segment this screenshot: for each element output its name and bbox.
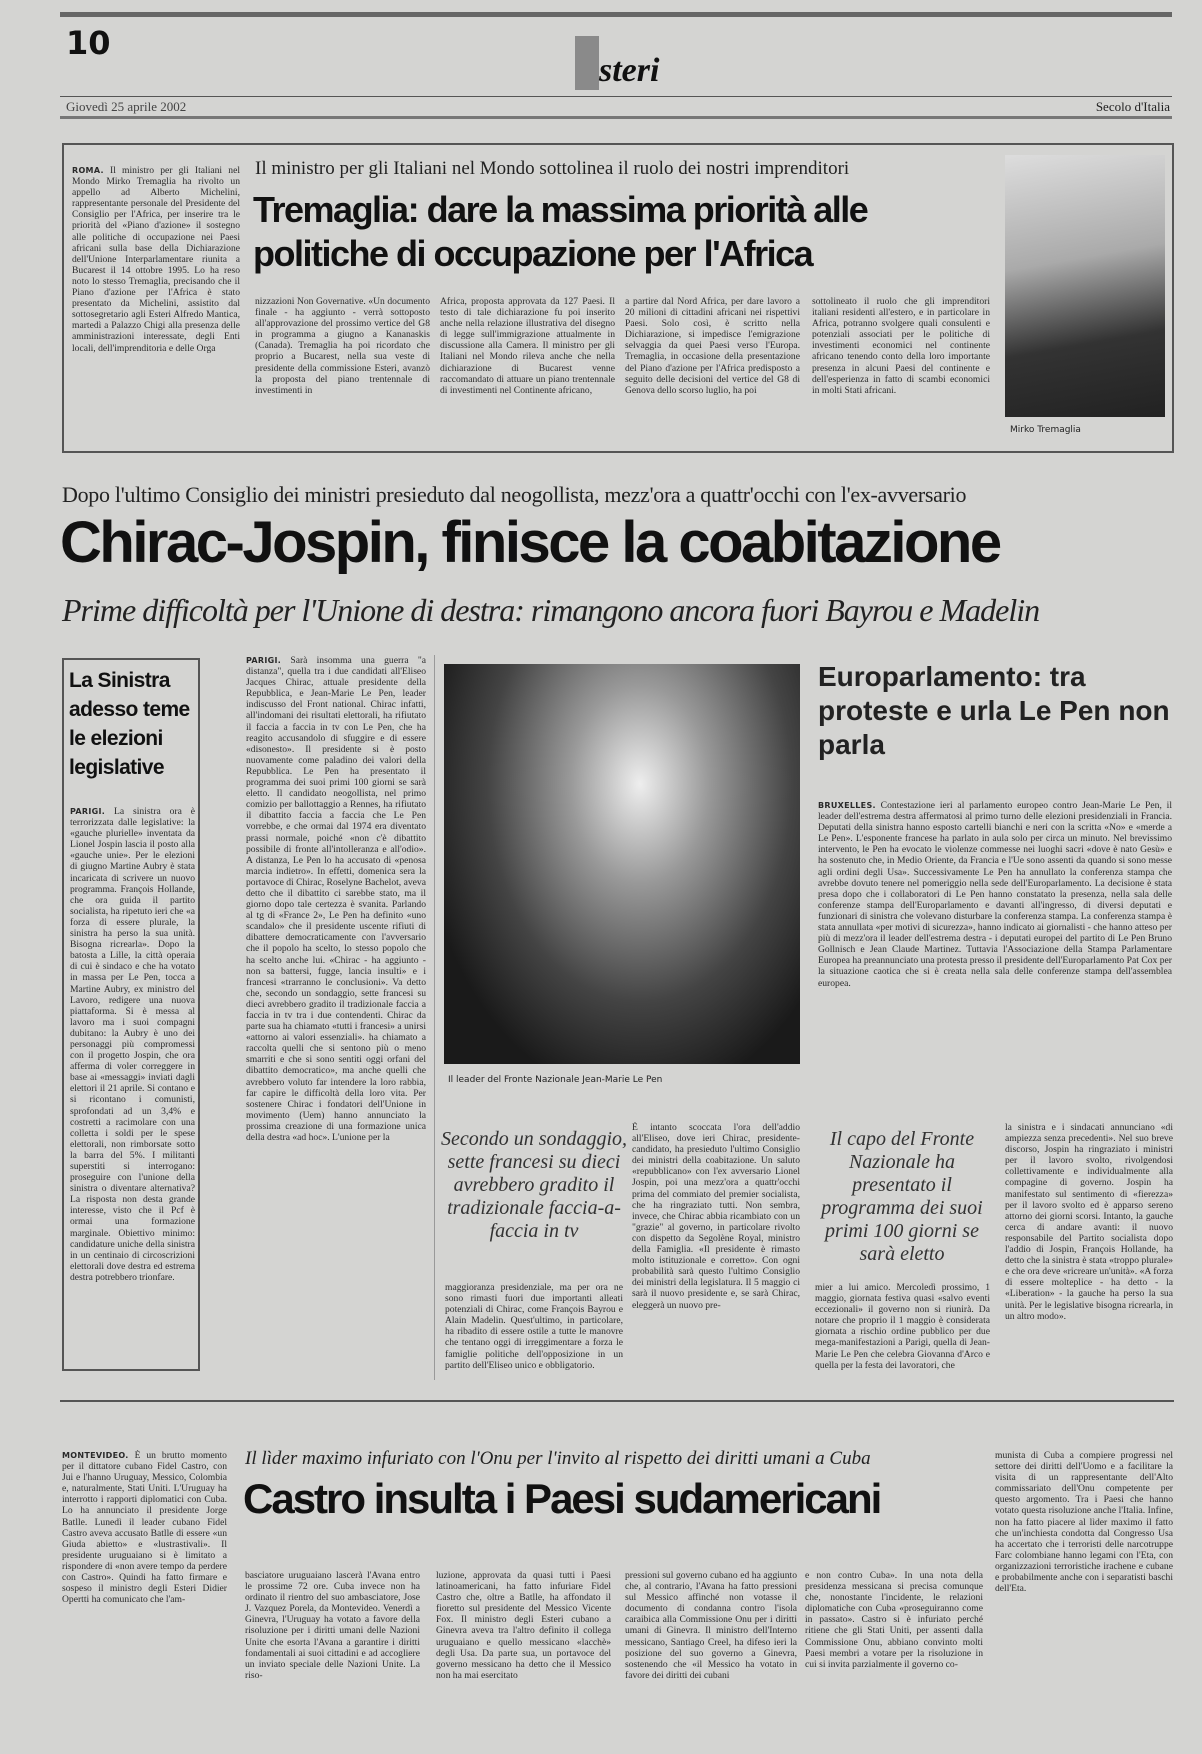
- photo-caption: Il leader del Fronte Nazionale Jean-Marie Le Pen: [448, 1075, 663, 1085]
- tremaglia-col2: Africa, proposta approvata da 127 Paesi. Il testo di tale dichiarazione fu poi inserito anche nella relazione illustrativa del disegno di legge sull'immigrazione attualmente in discussione alla Camera. Il ministro per gli Italiani nel Mondo rileva anche che nella dichiarazione di Bucarest venne raccomandato di attuare un piano trentennale di investimenti nel Continente africano,: [440, 296, 615, 396]
- body-text: Sarà insomma una guerra "a distanza", quella tra i due candidati all'Eliseo Jacques Chirac, attuale presidente della Repubblica, e Jean-Marie Le Pen, leader indiscusso del Front national. Chirac infatti, all'indomani dei risultati elettorali, ha rifiutato il faccia a faccia in tv con Le Pen, che ha reagito accusandolo di sfuggire e di essere «disonesto». Il presidente si è posto nuovamente come paladino dei valori della Repubblica. Le Pen ha presentato il programma dei suoi primi 100 giorni se sarà eletto. Il candidato neogollista, nel primo comizio per ballottaggio a Rennes, ha rifiutato il dibattito faccia a faccia che Le Pen vorrebbe, e che ormai dal 1974 era diventato prassi normale, poiché «non c'è dibattito possibile di fronte all'intolleranza e all'odio». A distanza, Le Pen lo ha accusato di «penosa marcia indietro». In effetti, domenica sera la portavoce di Chirac, Roselyne Bachelot, aveva detto che il dibattito ci sarebbe stato, ma il giorno dopo tale certezza è svanita. Parlando al tg di «France 2», Le Pen ha definito «uno scandalo» che il presidente uscente rifiuti di dibattere democraticamente con l'avversario che il popolo ha scelto, lo stesso popolo che ha scelto anche lui. «Chirac - ha aggiunto - non sa battersi, fugge, lancia insulti» e i francesi «trarranno le conclusioni». Va detto che, secondo un sondaggio, sette francesi su dieci avrebbero gradito il tradizionale faccia a faccia in tv tra i due contendenti. Chirac da parte sua ha chiamato «tutti i francesi» a unirsi «attorno ai valori essenziali». ha chiamato a raccolta quelli che si sentono più o meno smarriti e che si sono sentiti oggi orfani del dibattito democratico», ma anche quelli che avrebbero voluto far intendere la loro rabbia, far capire le difficoltà della loro vita. Per sostenere Chirac i fondatori dell'Unione in movimento (Uem) hanno annunciato la prossima creazione di una formazione unica della destra «ad hoc». L'unione per la: [246, 655, 426, 1144]
- page-number: 10: [66, 24, 111, 62]
- tremaglia-col4: sottolineato il ruolo che gli imprenditori italiani residenti all'estero, e in particolare in Africa, potranno svolgere quali consulenti e potenziali associati per le politiche di investimenti economici nel continente africano tenendo conto della loro importante presenza in alcuni Paesi del continente e dell'esperienza in fatto di scambi economici in molti Stati africani.: [812, 296, 990, 396]
- chirac-col5: la sinistra e i sindacati annunciano «di ampiezza senza precedenti». Nel suo breve discorso, Jospin ha ringraziato i ministri per il lavoro svolto, rivolgendosi collettivamente e individualmente alla compagine di governo. Jospin ha manifestato sul sentimento di «fierezza» per il lavoro svolto ed è apparso sereno attorno dei giorni scorsi. Intanto, la gauche cerca di andare avanti: il nuovo responsabile del Partito socialista dopo l'addio di Jospin, François Hollande, ha detto che la sinistra è stata «troppo plurale» e che ora deve «ricreare un'unità». «A forza di essere molteplice - ha detto - la «Liberation» - la gauche ha perso la sua unità. Per le legislative bisogna ricrearla, in un altro modo».: [1005, 1122, 1173, 1322]
- castro-headline: Castro insulta i Paesi sudamericani: [243, 1475, 881, 1522]
- column-divider: [434, 655, 435, 1380]
- section-divider: [60, 1400, 1174, 1402]
- pull-quote-le-pen: Il capo del Fronte Nazionale ha presentato il programma dei suoi primi 100 giorni se sarà eletto: [821, 1128, 983, 1265]
- tremaglia-kicker: Il ministro per gli Italiani nel Mondo sottolinea il ruolo dei nostri imprenditori: [255, 158, 850, 179]
- header-rule-bottom: [60, 116, 1172, 119]
- dateline: ROMA.: [72, 166, 104, 175]
- chirac-col1: [246, 655, 426, 1380]
- tremaglia-lead: [72, 165, 240, 448]
- castro-col5: munista di Cuba a compiere progressi nel settore dei diritti dell'Uomo e a facilitare la visita di un rappresentante dell'Alto commissariato dell'Onu competente per questo argomento. Tra i Paesi che hanno votato questa risoluzione anche l'Italia. Infine, non ha fatto piacere al lìder maximo il fatto che un'inchiesta condotta dal Congresso Usa ha accertato che i terroristi delle narcotruppe Farc colombiane hanno legami con l'Eta, con organizzazioni terroristiche irachene e cubane e probabilmente anche con i separatisti baschi dell'Eta.: [995, 1450, 1173, 1595]
- photo-caption: Mirko Tremaglia: [1010, 425, 1081, 435]
- tremaglia-photo: [1005, 155, 1165, 417]
- main-kicker: Dopo l'ultimo Consiglio dei ministri presieduto dal neogollista, mezz'ora a quattr'occhi con l'ex-avversario: [62, 482, 967, 507]
- section-initial: [575, 36, 599, 90]
- body-text: La sinistra ora è terrorizzata dalle legislative: la «gauche plurielle» inventata da Lionel Jospin lascia il posto alla «gauche unie». Per le elezioni di giugno Martine Aubry è stata incaricata di scrivere un nuovo programma. François Hollande, che ora guida il partito socialista, ha ripetuto ieri che «a forza di essere plurale, la sinistra ha perso la sua unità. Bisogna ricrearla». Dopo la batosta a Lille, la città operaia di cui è sindaco e che ha votato in massa per Le Pen, tocca a Martine Aubry, ex ministro del Lavoro, redigere una nuova piattaforma. Si è messa al lavoro ma i suoi compagni dubitano: la Aubry è uno dei personaggi più compromessi con il progetto Jospin, che ora afferma di voler correggere in base ai «messaggi» inviati dagli elettori il 21 aprile. Si contano e si ricontano i comunisti, sprofondati ad un 3,4% e costretti a racimolare con una colletta i soldi per le spese elettorali, non rimborsate sotto la barra del 5%. I militanti superstiti si interrogano: proseguire con l'unione della sinistra o diventare alternativa? La risposta non desta grande interesse, visto che il Pcf è ormai una formazione marginale. Obiettivo minimo: candidature uniche della sinistra in un centinaio di circoscrizioni elettorali dove destra ed estrema destra potrebbero trionfare.: [70, 806, 195, 1283]
- section-logo: [575, 36, 659, 92]
- pull-quote-poll: Secondo un sondaggio, sette francesi su dieci avrebbero gradito il tradizionale faccia-a-faccia in tv: [440, 1128, 628, 1242]
- top-rule: [60, 12, 1172, 17]
- castro-col4: e non contro Cuba». In una nota della presidenza messicana si precisa comunque che, nonostante l'incidente, le relazioni diplomatiche con Cuba «proseguiranno come in passato». Castro si è infuriato perché ritiene che gli Stati Uniti, per assenti dalla Commissione Onu, abbiano convinto molti Paesi membri a votare per la risoluzione in cui si invita parzialmente il governo co-: [805, 1570, 983, 1670]
- castro-lead: [62, 1450, 227, 1722]
- chirac-col2: maggioranza presidenziale, ma per ora ne sono rimasti fuori due importanti alleati potenziali di Chirac, come François Bayrou e Alain Madelin. Quest'ultimo, in particolare, ha ribadito di essere ostile a tutte le manovre che tentano oggi di irreggimentare a forza le famiglie politiche dell'opposizione in un partito dell'Eliseo unico e obbligatorio.: [445, 1282, 623, 1371]
- castro-kicker: Il lìder maximo infuriato con l'Onu per l'invito al rispetto dei diritti umani a Cuba: [245, 1448, 871, 1469]
- dateline: BRUXELLES.: [818, 801, 876, 810]
- chirac-col4: mier a lui amico. Mercoledì prossimo, 1 maggio, giornata festiva quasi «salvo eventi eccezionali» il governo non si riunirà. Da notare che proprio il 1 maggio è considerata giornata a rischio ordine pubblico per due mega-manifestazioni a Parigi, quella di Jean-Marie Le Pen che celebra Giovanna d'Arco e quella per la festa dei lavoratori, che: [815, 1282, 990, 1371]
- tremaglia-col3: a partire dal Nord Africa, per dare lavoro a 20 milioni di cittadini africani nei rispettivi Paesi. Solo così, è scritto nella Dichiarazione, si impedisce l'emigrazione selvaggia da quei Paesi verso l'Europa. Tremaglia, in occasione della presentazione del Piano d'azione per l'Africa predisposto a seguito delle decisioni del vertice del G8 di Genova dello scorso luglio, ha poi: [625, 296, 800, 396]
- issue-date: Giovedì 25 aprile 2002: [66, 99, 187, 114]
- castro-col1: basciatore uruguaiano lascerà l'Avana entro le prossime 72 ore. Cuba invece non ha ordinato il rientro del suo ambasciatore, Jose J. Vazquez Porela, da Montevideo. Venerdì a Ginevra, l'Uruguay ha votato a favore della risoluzione per i diritti umani delle Nazioni Unite che esorta l'Avana a garantire i diritti fondamentali ai suoi cittadini e ad accogliere un inviato speciale delle Nazioni Unite. La riso-: [245, 1570, 420, 1681]
- body-text: È un brutto momento per il dittatore cubano Fidel Castro, con Jui e l'hanno Uruguay, Messico, Colombia e, naturalmente, Stati Uniti. L'Uruguay ha interrotto i rapporti diplomatici con Cuba. Lo ha annunciato il presidente Jorge Batlle. Lunedì il leader cubano Fidel Castro aveva accusato Batlle di essere «un Giuda abietto» e «lustrastivali». Il presidente uruguaiano si è limitato a rispondere di «non avere tempo da perdere con Castro». Quindi ha fatto firmare e sospeso il ministro degli Esteri Didier Opertti ha comunicato che l'am-: [62, 1450, 227, 1606]
- chirac-col3: È intanto scoccata l'ora dell'addio all'Eliseo, dove ieri Chirac, presidente-candidato, ha presieduto l'ultimo Consiglio dei ministri della coabitazione. Un saluto «repubblicano» con l'ex avversario Lionel Jospin, poi una mezz'ora a quattr'occhi prima del commiato del premier socialista, che ha ringraziato tutti. Non sembra, invece, che Chirac abbia ricambiato con un "grazie" al governo, in particolare rivolto con dispetto da Segolène Royal, ministro della Famiglia. «Il presidente è rimasto molto istituzionale e corretto». Con ogni probabilità sarà questo l'ultimo Consiglio dei ministri della legislatura. Il 5 maggio ci sarà il nuovo presidente e, se sarà Chirac, eleggerà un nuovo pre-: [632, 1122, 800, 1311]
- dateline: MONTEVIDEO.: [62, 1451, 129, 1460]
- body-text: Contestazione ieri al parlamento europeo contro Jean-Marie Le Pen, il leader dell'estrema destra affermatosi al primo turno delle elezioni presidenziali in Francia. Deputati della sinistra hanno esposto cartelli bianchi e neri con la scritta «No» e «merde a Le Pen». L'esponente francese ha parlato in aula solo per circa un minuto. Nel brevissimo intervento, le Pen ha evocato le violenze commesse nei luoghi sacri «dove è nato Gesù» e ha sostenuto che, in Medio Oriente, da Francia e l'Ue sono assenti da quando si sono messe agli ordini degli Usa». Successivamente Le Pen ha annullato la conferenza stampa che avrebbe dovuto tenere nel pomeriggio nella sede dell'Europarlamento. La decisione è stata presa dopo che i collaboratori di Le Pen hanno constatato la presenza, nella sala delle conferenze stampa dell'Europarlamento e davanti all'ingresso, di diversi deputati e funzionari di sinistra che volevano disturbare la conferenza stampa. La conferenza stampa è stata annullata «per motivi di sicurezza», hanno indicato ai giornalisti - che hanno atteso per più di mezz'ora il leader dell'estrema destra - i deputati europei del partito di Le Pen Bruno Gollnisch e Jean Claude Martinez. Tuttavia l'Associazione della Stampa Parlamentare Europea ha preannunciato una protesta presso il presidente dell'Europarlamento Pat Cox per la situazione caotica che si è creata nella sala delle conferenze stampa dell'assemblea europea.: [818, 800, 1172, 989]
- lead-text: Il ministro per gli Italiani nel Mondo Mirko Tremaglia ha rivolto un appello ad Alberto Michelini, rappresentante personale del Presidente del Consiglio per l'Africa, per inserire tra le priorità del «Piano d'azione» il sostegno alle politiche di occupazione nei Paesi africani sulla base della Dichiarazione dell'Unione Interparlamentare riunita a Bucarest il 14 ottobre 1995. Lo ha reso noto lo stesso Tremaglia, precisando che il Piano d'azione per l'Africa è stato presentato da Michelini, assistito dal sottosegretario agli Esteri Alfredo Mantica, martedì a Palazzo Chigi alla presenza delle amministrazioni interessate, degli Enti locali, dell'imprenditoria e delle Orga: [72, 165, 240, 354]
- dateline: PARIGI.: [246, 656, 282, 665]
- europarl-headline: Europarlamento: tra proteste e urla Le Pen non parla: [818, 661, 1170, 760]
- castro-col2: luzione, approvata da quasi tutti i Paesi latinoamericani, ha fatto infuriare Fidel Castro che, oltre a Batlle, ha affondato il fioretto sul presidente del Messico Vicente Fox. Il ministro degli Esteri cubano a Ginevra aveva tra l'altro definito il collega uruguaiano e quello messicano «lacchè» degli Usa. Da parte sua, un portavoce del governo messicano ha detto che il Messico non ha mai esercitato: [436, 1570, 611, 1681]
- main-subhead: Prime difficoltà per l'Unione di destra: rimangono ancora fuori Bayrou e Madelin: [62, 592, 1040, 628]
- castro-col3: pressioni sul governo cubano ed ha aggiunto che, al contrario, l'Avana ha fatto pressioni sul Messico affinché non votasse il documento di condanna contro l'isola caraibica alla Commissione Onu per i diritti umani di Ginevra. Il ministro dell'Interno messicano, Santiago Creel, ha difeso ieri la posizione del suo governo a Ginevra, sostenendo che «il Messico ha votato in favore dei diritti dei cubani: [625, 1570, 797, 1681]
- header-rule: [60, 96, 1172, 97]
- section-title: steri: [599, 52, 660, 89]
- sinistra-headline: La Sinistra adesso teme le elezioni legislative: [69, 669, 190, 779]
- europarl-body: [818, 800, 1172, 1090]
- dateline: PARIGI.: [70, 807, 106, 816]
- le-pen-photo: [444, 664, 800, 1064]
- sinistra-body: [70, 806, 195, 1366]
- tremaglia-col1: nizzazioni Non Governative. «Un documento finale - ha aggiunto - verrà sottoposto all'approvazione del prossimo vertice del G8 in programma a giugno a Kananaskis (Canada). Tremaglia ha poi ricordato che proprio a Bucarest, nella sua veste di presidente della commissione Esteri, avanzò la proposta del piano trentennale di investimenti in: [255, 296, 430, 396]
- main-headline: Chirac-Jospin, finisce la coabitazione: [60, 510, 1000, 575]
- masthead: Secolo d'Italia: [1095, 99, 1170, 114]
- tremaglia-headline: Tremaglia: dare la massima priorità alle politiche di occupazione per l'Africa: [253, 189, 868, 274]
